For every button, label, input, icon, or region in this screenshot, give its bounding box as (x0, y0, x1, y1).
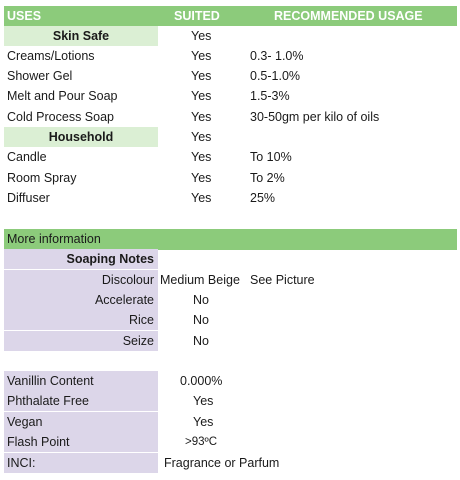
soaping-value: Medium Beige (160, 273, 240, 287)
suited-value: Yes (191, 171, 212, 185)
soaping-row (4, 331, 457, 351)
use-label: Diffuser (7, 191, 50, 205)
soaping-extra: See Picture (250, 273, 315, 287)
use-label: Candle (7, 150, 47, 164)
more-information-label: More information (7, 232, 101, 246)
soaping-notes-title-row (4, 249, 457, 269)
suited-value: Yes (191, 191, 212, 205)
soaping-label: Rice (4, 310, 158, 330)
use-label: Melt and Pour Soap (7, 89, 118, 103)
usage-value: To 2% (250, 171, 285, 185)
usage-value: 25% (250, 191, 276, 205)
usage-value: 0.3- 1.0% (250, 49, 304, 63)
property-row (4, 371, 457, 391)
property-label: Vanillin Content (4, 371, 158, 391)
suited-value: Yes (191, 89, 212, 103)
suited-value: Yes (191, 29, 212, 43)
property-label: Flash Point (4, 432, 158, 452)
soaping-row (4, 270, 457, 290)
soaping-label: Seize (4, 331, 158, 351)
more-information-bar (4, 229, 457, 250)
section-label: Household (4, 127, 158, 147)
usage-value: 0.5-1.0% (250, 69, 301, 83)
soaping-label: Accelerate (4, 290, 158, 310)
header-uses: USES (7, 9, 42, 23)
usage-row-skin-safe (4, 26, 457, 46)
suited-value: Yes (191, 110, 212, 124)
use-label: Cold Process Soap (7, 110, 115, 124)
soaping-row (4, 310, 457, 330)
table-header (4, 6, 457, 26)
property-row (4, 432, 457, 452)
property-value: 0.000% (180, 374, 223, 388)
property-label: Phthalate Free (4, 391, 158, 411)
use-label: Shower Gel (7, 69, 73, 83)
usage-row-household (4, 127, 457, 147)
soaping-value: No (193, 334, 209, 348)
usage-row (4, 188, 457, 208)
usage-row (4, 168, 457, 188)
soaping-label: Discolour (4, 270, 158, 290)
property-value: Yes (193, 394, 214, 408)
property-value: Fragrance or Parfum (164, 456, 280, 470)
usage-value: 1.5-3% (250, 89, 290, 103)
use-label: Room Spray (7, 171, 77, 185)
suited-value: Yes (191, 49, 212, 63)
soaping-row (4, 290, 457, 310)
usage-row (4, 66, 457, 86)
soaping-notes-title: Soaping Notes (4, 249, 158, 269)
soaping-value: No (193, 313, 209, 327)
property-row (4, 453, 457, 473)
soaping-value: No (193, 293, 209, 307)
property-label: INCI: (4, 453, 158, 473)
use-label: Creams/Lotions (7, 49, 95, 63)
property-value: Yes (193, 415, 214, 429)
usage-row (4, 86, 457, 106)
property-label: Vegan (4, 412, 158, 432)
header-suited: SUITED (174, 9, 220, 23)
usage-row (4, 147, 457, 167)
property-row (4, 412, 457, 432)
header-recommended: RECOMMENDED USAGE (274, 9, 423, 23)
property-value: >93ºC (185, 436, 218, 448)
usage-row (4, 107, 457, 127)
property-row (4, 391, 457, 411)
usage-value: To 10% (250, 150, 292, 164)
usage-row (4, 46, 457, 66)
suited-value: Yes (191, 69, 212, 83)
usage-value: 30-50gm per kilo of oils (250, 110, 380, 124)
suited-value: Yes (191, 150, 212, 164)
suited-value: Yes (191, 130, 212, 144)
section-label: Skin Safe (4, 26, 158, 46)
